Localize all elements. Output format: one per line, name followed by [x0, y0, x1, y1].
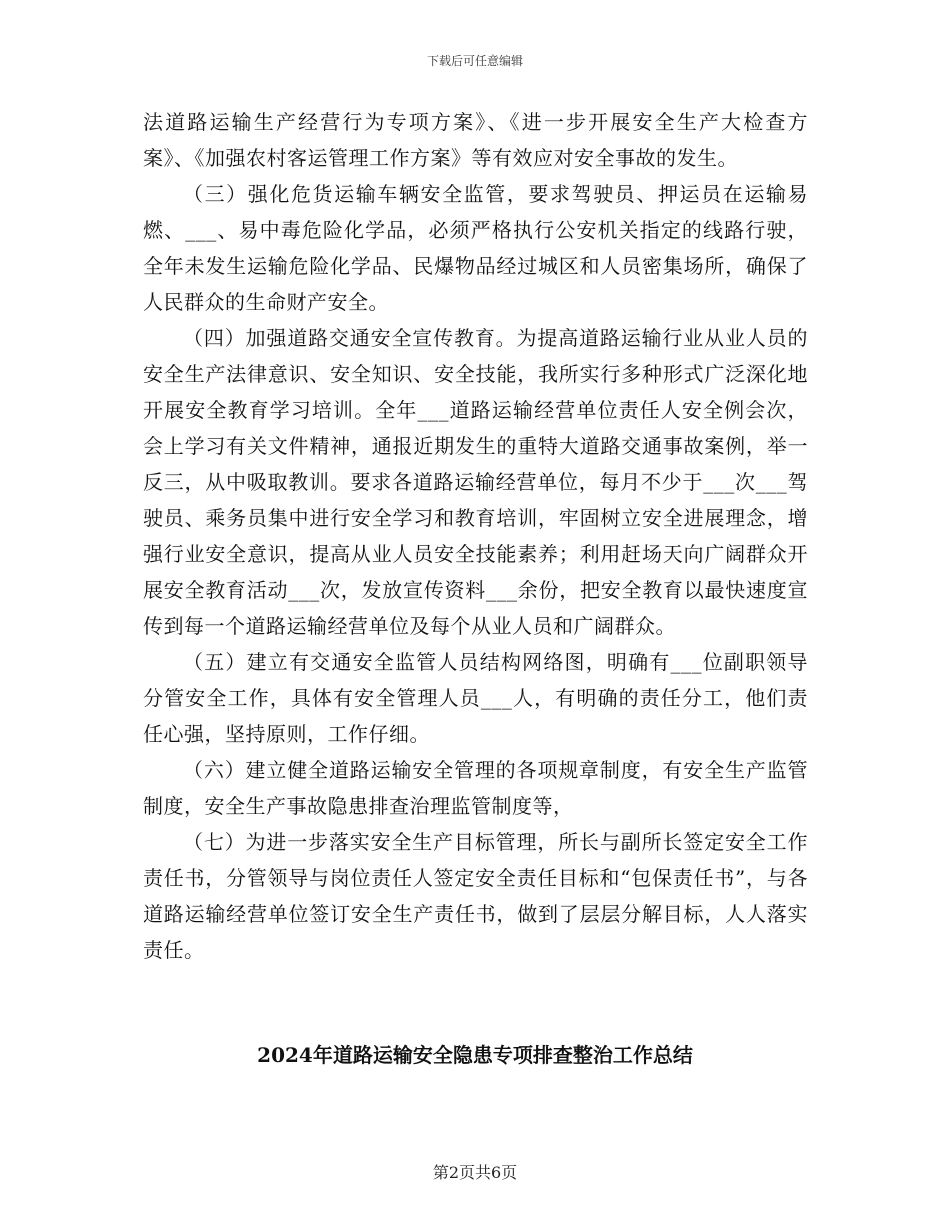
document-title: 2024年道路运输安全隐患专项排查整治工作总结	[257, 1043, 693, 1067]
paragraph-section-5: （五）建立有交通安全监管人员结构网络图，明确有___位副职领导分管安全工作，具体有安全管理人员___人，有明确的责任分工，他们责任心强，坚持原则，工作仔细。	[143, 650, 808, 746]
page-number: 第2页共6页	[432, 1163, 518, 1182]
paragraph-section-4: （四）加强道路交通安全宣传教育。为提高道路运输行业从业人员的安全生产法律意识、安全知识、安全技能，我所实行多种形式广泛深化地开展安全教育学习培训。全年___道路运输经营单位责任人安全例会次，会上学习有关文件精神，通报近期发生的重特大道路交通事故案例，举一反三，从中吸取教训。要求各道路运输经营单位，每月不少于___次___驾驶员、乘务员集中进行安全学习和教育培训，牢固树立安全进展理念，增强行业安全意识，提高从业人员安全技能素养；利用赶场天向广阔群众开展安全教育活动___次，发放宣传资料___余份，把安全教育以最快速度宣传到每一个道路运输经营单位及每个从业人员和广阔群众。	[143, 326, 808, 638]
paragraph-section-7: （七）为进一步落实安全生产目标管理，所长与副所长签定安全工作责任书，分管领导与岗位责任人签定安全责任目标和“包保责任书”，与各道路运输经营单位签订安全生产责任书，做到了层层分解目标，人人落实责任。	[143, 830, 808, 962]
paragraph-continuation: 法道路运输生产经营行为专项方案》、《进一步开展安全生产大检查方案》、《加强农村客运管理工作方案》等有效应对安全事故的发生。	[143, 110, 808, 170]
paragraph-section-6: （六）建立健全道路运输安全管理的各项规章制度，有安全生产监管制度，安全生产事故隐患排查治理监管制度等，	[143, 758, 808, 818]
paragraph-section-3: （三）强化危货运输车辆安全监管，要求驾驶员、押运员在运输易燃、___、易中毒危险化学品，必须严格执行公安机关指定的线路行驶，全年未发生运输危险化学品、民爆物品经过城区和人员密集场所，确保了人民群众的生命财产安全。	[143, 182, 808, 314]
document-body	[143, 104, 808, 968]
page-header: 下载后可任意编辑	[426, 54, 523, 68]
